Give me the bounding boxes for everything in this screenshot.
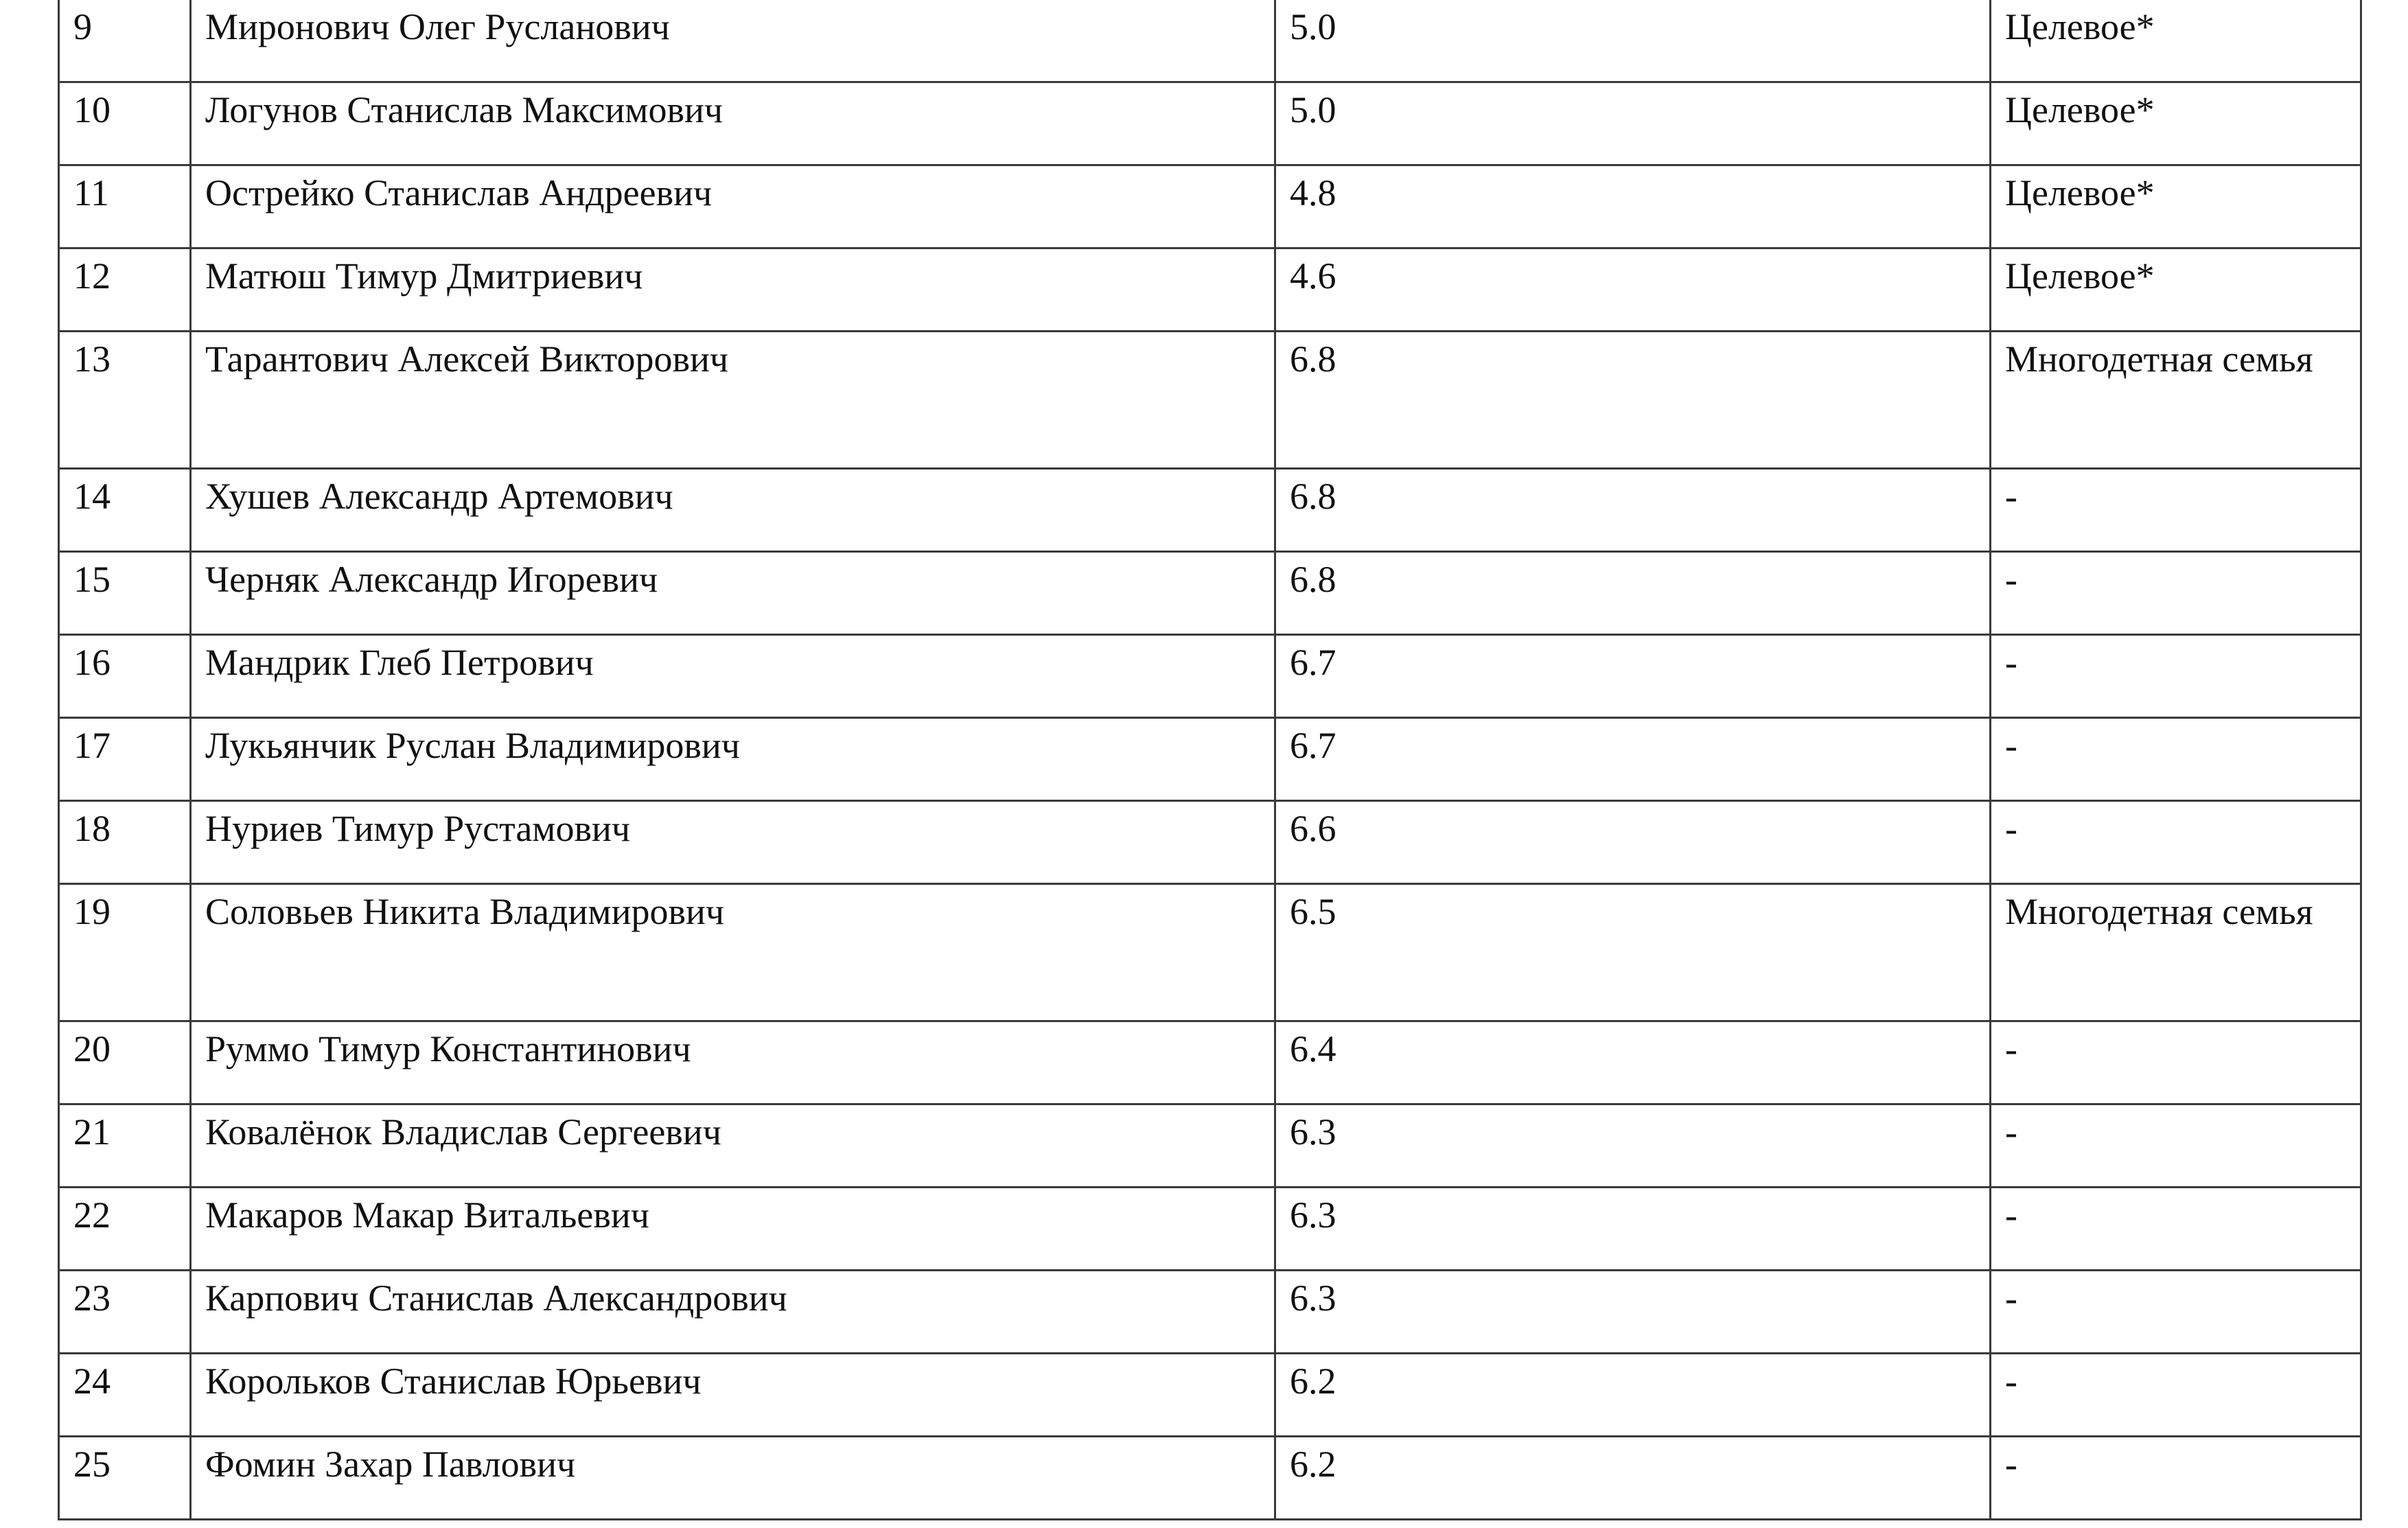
note-cell: Целевое* [1991,0,2361,82]
row-number-cell: 21 [59,1104,191,1188]
table-row [59,1354,2361,1437]
full-name-cell: Нуриев Тимур Рустамович [191,801,1275,884]
full-name-cell: Мандрик Глеб Петрович [191,635,1275,718]
table-row [59,165,2361,248]
score-cell: 6.2 [1275,1354,1991,1437]
row-number-cell: 16 [59,635,191,718]
row-number-cell: 10 [59,82,191,165]
score-cell: 6.7 [1275,635,1991,718]
full-name-cell: Корольков Станислав Юрьевич [191,1354,1275,1437]
score-cell: 5.0 [1275,0,1991,82]
score-cell: 6.6 [1275,801,1991,884]
row-number-cell: 19 [59,884,191,1021]
full-name-cell: Карпович Станислав Александрович [191,1271,1275,1354]
table-row [59,1104,2361,1188]
applicant-table [58,0,2362,1520]
score-cell: 6.3 [1275,1104,1991,1188]
row-number-cell: 22 [59,1188,191,1271]
full-name-cell: Фомин Захар Павлович [191,1437,1275,1520]
full-name-cell: Тарантович Алексей Викторович [191,332,1275,469]
score-cell: 6.8 [1275,332,1991,469]
row-number-cell: 18 [59,801,191,884]
table-row [59,469,2361,552]
table-row [59,1188,2361,1271]
table-row [59,0,2361,82]
note-cell: - [1991,1188,2361,1271]
row-number-cell: 25 [59,1437,191,1520]
row-number-cell: 13 [59,332,191,469]
note-cell: - [1991,1437,2361,1520]
note-cell: Целевое* [1991,165,2361,248]
note-cell: - [1991,1271,2361,1354]
score-cell: 5.0 [1275,82,1991,165]
note-cell: Целевое* [1991,248,2361,332]
row-number-cell: 24 [59,1354,191,1437]
table-row [59,552,2361,635]
applicant-table-body [59,0,2361,1520]
table-row [59,332,2361,469]
row-number-cell: 11 [59,165,191,248]
row-number-cell: 23 [59,1271,191,1354]
full-name-cell: Миронович Олег Русланович [191,0,1275,82]
note-cell: - [1991,718,2361,801]
note-cell: Многодетная семья [1991,884,2361,1021]
note-cell: Многодетная семья [1991,332,2361,469]
full-name-cell: Хушев Александр Артемович [191,469,1275,552]
note-cell: - [1991,801,2361,884]
full-name-cell: Острейко Станислав Андреевич [191,165,1275,248]
note-cell: - [1991,635,2361,718]
score-cell: 6.8 [1275,469,1991,552]
table-row [59,635,2361,718]
score-cell: 6.8 [1275,552,1991,635]
row-number-cell: 15 [59,552,191,635]
note-cell: - [1991,1104,2361,1188]
full-name-cell: Лукьянчик Руслан Владимирович [191,718,1275,801]
table-row [59,884,2361,1021]
score-cell: 6.5 [1275,884,1991,1021]
full-name-cell: Логунов Станислав Максимович [191,82,1275,165]
row-number-cell: 9 [59,0,191,82]
score-cell: 4.8 [1275,165,1991,248]
note-cell: - [1991,469,2361,552]
table-row [59,248,2361,332]
score-cell: 6.3 [1275,1188,1991,1271]
table-row [59,82,2361,165]
note-cell: Целевое* [1991,82,2361,165]
note-cell: - [1991,1021,2361,1104]
row-number-cell: 12 [59,248,191,332]
row-number-cell: 17 [59,718,191,801]
row-number-cell: 14 [59,469,191,552]
score-cell: 6.3 [1275,1271,1991,1354]
full-name-cell: Соловьев Никита Владимирович [191,884,1275,1021]
full-name-cell: Черняк Александр Игоревич [191,552,1275,635]
full-name-cell: Руммо Тимур Константинович [191,1021,1275,1104]
table-row [59,1021,2361,1104]
table-row [59,718,2361,801]
table-row [59,1437,2361,1520]
note-cell: - [1991,552,2361,635]
full-name-cell: Ковалёнок Владислав Сергеевич [191,1104,1275,1188]
full-name-cell: Макаров Макар Витальевич [191,1188,1275,1271]
table-row [59,801,2361,884]
full-name-cell: Матюш Тимур Дмитриевич [191,248,1275,332]
score-cell: 4.6 [1275,248,1991,332]
score-cell: 6.7 [1275,718,1991,801]
score-cell: 6.2 [1275,1437,1991,1520]
table-row [59,1271,2361,1354]
note-cell: - [1991,1354,2361,1437]
row-number-cell: 20 [59,1021,191,1104]
score-cell: 6.4 [1275,1021,1991,1104]
